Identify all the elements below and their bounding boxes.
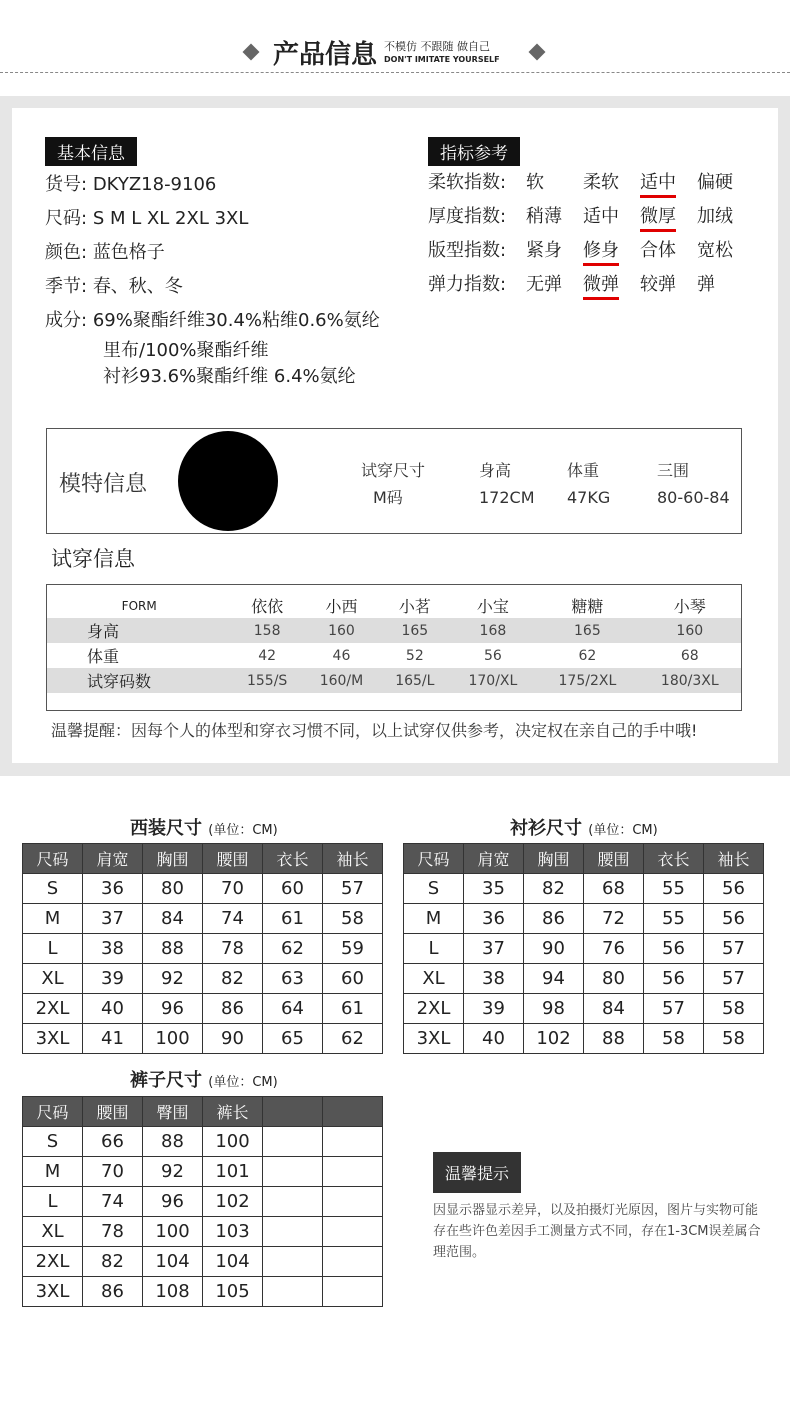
fit-table-box — [46, 584, 742, 711]
text — [640, 268, 697, 302]
suit-size-title: 西装尺寸 (单位：CM) — [130, 818, 278, 839]
slogan-en: DON'T IMITATE YOURSELF — [384, 55, 500, 64]
table-cell: 52 — [405, 647, 424, 664]
table-cell: S — [23, 874, 83, 904]
text — [583, 234, 640, 268]
fit-row — [47, 643, 741, 668]
table-cell: 尺码 — [404, 844, 464, 874]
table-cell: 102 — [203, 1187, 263, 1217]
text: 柔软指数: — [428, 172, 507, 193]
table-cell — [263, 1187, 323, 1217]
index-option: 柔软 — [583, 172, 619, 193]
table-cell: 165 — [536, 618, 638, 643]
table-cell: 68 — [584, 874, 644, 904]
index-row — [428, 200, 754, 234]
text — [583, 200, 640, 234]
composition-line: 里布/100%聚酯纤维 — [103, 340, 269, 361]
table-cell: 160/M — [303, 668, 380, 693]
table-cell — [323, 1217, 383, 1247]
text — [697, 200, 754, 234]
table-cell — [263, 1217, 323, 1247]
table-cell: 肩宽 — [464, 844, 524, 874]
table-cell: 108 — [143, 1277, 203, 1307]
table-cell: 82 — [83, 1247, 143, 1277]
text — [23, 844, 383, 1054]
table-cell: 35 — [464, 874, 524, 904]
table-cell: 腰围 — [83, 1097, 143, 1127]
table-cell: 165/L — [380, 668, 450, 693]
text: 蓝色格子 — [92, 242, 165, 263]
table-cell: 尺码 — [23, 1097, 83, 1127]
table-cell: 56 — [644, 964, 704, 994]
index-option: 偏硬 — [697, 172, 733, 193]
table-cell: 胸围 — [524, 844, 584, 874]
table-cell: 61 — [263, 904, 323, 934]
table-cell: 57 — [704, 934, 764, 964]
section-header — [0, 30, 790, 75]
fit-note: 温馨提醒：因每个人的体型和穿衣习惯不同，以上试穿仅供参考，决定权在亲自己的手中哦! — [51, 721, 698, 740]
table-cell: M — [23, 904, 83, 934]
composition-line: 衬衫93.6%聚酯纤维 6.4%氨纶 — [103, 366, 356, 387]
table-cell: 57 — [644, 994, 704, 1024]
table-cell — [323, 1187, 383, 1217]
index-option: 适中 — [640, 171, 676, 198]
table-cell — [323, 1097, 383, 1127]
table-cell: 72 — [584, 904, 644, 934]
text — [640, 166, 697, 200]
model-stat — [479, 457, 535, 511]
table-cell: 58 — [704, 1024, 764, 1054]
table-cell: FORM — [121, 598, 157, 613]
table-cell: 36 — [464, 904, 524, 934]
diamond-icon — [529, 44, 546, 61]
model-avatar — [178, 431, 278, 531]
size-row — [23, 874, 383, 904]
table-cell: 160 — [639, 618, 741, 643]
table-cell: 42 — [258, 647, 277, 664]
table-cell: 小西 — [325, 597, 358, 616]
text: 尺码: — [45, 208, 88, 229]
size-row — [23, 1217, 383, 1247]
tip-tag: 温馨提示 — [433, 1152, 521, 1193]
table-cell: 92 — [143, 1157, 203, 1187]
index-row — [428, 166, 754, 200]
text: 季节: — [45, 276, 88, 297]
table-cell: 155/S — [231, 668, 302, 693]
size-header-row — [23, 1097, 383, 1127]
table-cell: 臀围 — [143, 1097, 203, 1127]
table-cell: 94 — [524, 964, 584, 994]
table-cell: 衣长 — [263, 844, 323, 874]
index-option: 修身 — [583, 239, 619, 266]
table-cell: 68 — [680, 647, 699, 664]
model-info-title: 模特信息 — [59, 472, 148, 497]
diamond-icon — [243, 44, 260, 61]
table-cell: 62 — [578, 647, 597, 664]
table-cell: M — [404, 904, 464, 934]
fit-table — [47, 593, 741, 693]
table-cell: 100 — [203, 1127, 263, 1157]
size-row — [23, 934, 383, 964]
model-info-box — [46, 428, 742, 534]
table-cell: 38 — [83, 934, 143, 964]
size-row — [23, 1247, 383, 1277]
size-row — [23, 964, 383, 994]
table-cell: 56 — [704, 904, 764, 934]
text: 172CM — [479, 488, 535, 507]
table-cell: 60 — [323, 964, 383, 994]
table-cell: 84 — [143, 904, 203, 934]
table-cell: 37 — [83, 904, 143, 934]
table-cell: 82 — [203, 964, 263, 994]
table-cell: 100 — [143, 1024, 203, 1054]
text — [404, 844, 764, 1054]
table-cell: 40 — [83, 994, 143, 1024]
table-cell: 175/2XL — [536, 668, 638, 693]
text — [640, 234, 697, 268]
table-cell: 小茗 — [398, 597, 431, 616]
table-cell: 39 — [83, 964, 143, 994]
table-cell: 61 — [323, 994, 383, 1024]
size-row — [23, 904, 383, 934]
table-cell: 袖长 — [704, 844, 764, 874]
table-cell: 55 — [644, 904, 704, 934]
table-cell: 试穿码数 — [47, 668, 231, 693]
table-cell — [323, 1157, 383, 1187]
table-cell: 63 — [263, 964, 323, 994]
text — [23, 1097, 383, 1307]
table-cell: 2XL — [23, 1247, 83, 1277]
table-cell: 裤长 — [203, 1097, 263, 1127]
table-cell: L — [23, 1187, 83, 1217]
size-row — [404, 904, 764, 934]
text — [697, 268, 754, 302]
index-reference — [428, 166, 754, 302]
index-option: 微厚 — [640, 205, 676, 232]
size-header-row — [404, 844, 764, 874]
basic-row — [45, 304, 380, 338]
table-cell: 身高 — [47, 618, 231, 643]
table-cell: 102 — [524, 1024, 584, 1054]
size-row — [404, 1024, 764, 1054]
text: 弹力指数: — [428, 274, 507, 295]
table-cell: 160 — [303, 618, 380, 643]
index-option: 无弹 — [526, 274, 562, 295]
text: S M L XL 2XL 3XL — [92, 208, 249, 229]
size-row — [23, 1127, 383, 1157]
index-option: 加绒 — [697, 206, 733, 227]
fit-header-row — [47, 593, 741, 618]
text: 春、秋、冬 — [92, 276, 183, 297]
basic-info-tag: 基本信息 — [45, 137, 137, 166]
table-cell: 57 — [323, 874, 383, 904]
text — [526, 234, 583, 268]
table-cell: S — [23, 1127, 83, 1157]
index-option: 紧身 — [526, 240, 562, 261]
table-cell: 80 — [584, 964, 644, 994]
table-cell: 103 — [203, 1217, 263, 1247]
text — [697, 166, 754, 200]
table-cell: 96 — [143, 994, 203, 1024]
table-cell: 58 — [644, 1024, 704, 1054]
table-cell — [323, 1247, 383, 1277]
table-cell: 86 — [83, 1277, 143, 1307]
fit-row — [47, 618, 741, 643]
index-option: 适中 — [583, 206, 619, 227]
text: 试穿尺寸 — [361, 461, 426, 480]
table-cell: 糖糖 — [571, 597, 604, 616]
shirt-size-table — [403, 843, 764, 1054]
text: 三围 — [657, 461, 690, 480]
table-cell: L — [404, 934, 464, 964]
pants-size-title: 裤子尺寸 (单位：CM) — [130, 1070, 278, 1091]
size-header-row — [23, 844, 383, 874]
table-cell: 腰围 — [584, 844, 644, 874]
text: 颜色: — [45, 242, 88, 263]
table-cell — [263, 1127, 323, 1157]
table-cell: 38 — [464, 964, 524, 994]
table-cell: 62 — [263, 934, 323, 964]
table-cell: 78 — [83, 1217, 143, 1247]
index-option: 稍薄 — [526, 206, 562, 227]
index-option: 软 — [526, 172, 544, 193]
table-cell: 3XL — [23, 1024, 83, 1054]
fit-info-title: 试穿信息 — [51, 547, 135, 571]
size-row — [23, 1187, 383, 1217]
text: 80-60-84 — [657, 488, 730, 507]
table-cell: 74 — [203, 904, 263, 934]
table-cell: 56 — [484, 647, 502, 664]
table-cell — [263, 1247, 323, 1277]
table-cell: 92 — [143, 964, 203, 994]
table-cell: 90 — [203, 1024, 263, 1054]
size-row — [23, 1277, 383, 1307]
table-cell: 46 — [332, 647, 351, 664]
table-cell: 小宝 — [476, 597, 509, 616]
table-cell: 袖长 — [323, 844, 383, 874]
table-cell: 2XL — [23, 994, 83, 1024]
size-row — [23, 1024, 383, 1054]
table-cell: 180/3XL — [639, 668, 741, 693]
table-cell: 37 — [464, 934, 524, 964]
table-cell: 55 — [644, 874, 704, 904]
table-cell: 64 — [263, 994, 323, 1024]
suit-size-table — [22, 843, 383, 1054]
table-cell: 84 — [584, 994, 644, 1024]
table-cell: 36 — [83, 874, 143, 904]
tip-text: 因显示器显示差异，以及拍摄灯光原因，图片与实物可能存在些许色差因手工测量方式不同，存在1-3CM误差属合理范围。 — [433, 1203, 761, 1260]
table-cell: 腰围 — [203, 844, 263, 874]
table-cell: 小琴 — [673, 597, 706, 616]
basic-row — [45, 202, 380, 236]
table-cell: 39 — [464, 994, 524, 1024]
text: DKYZ18-9106 — [92, 174, 217, 195]
table-cell: 104 — [143, 1247, 203, 1277]
table-cell: 肩宽 — [83, 844, 143, 874]
text — [583, 166, 640, 200]
text — [47, 593, 741, 693]
table-cell — [323, 1127, 383, 1157]
table-cell: 56 — [704, 874, 764, 904]
text: 货号: — [45, 174, 88, 195]
table-cell: 90 — [524, 934, 584, 964]
table-cell: XL — [23, 1217, 83, 1247]
table-cell: 3XL — [23, 1277, 83, 1307]
table-cell: 58 — [323, 904, 383, 934]
index-row — [428, 268, 754, 302]
table-cell: 78 — [203, 934, 263, 964]
table-cell: 62 — [323, 1024, 383, 1054]
index-option: 微弹 — [583, 273, 619, 300]
text — [526, 268, 583, 302]
basic-row — [45, 270, 380, 304]
table-cell — [263, 1157, 323, 1187]
info-card — [12, 108, 778, 763]
table-cell: 76 — [584, 934, 644, 964]
text — [583, 268, 640, 302]
table-cell: 74 — [83, 1187, 143, 1217]
model-stat — [567, 457, 610, 511]
index-option: 较弹 — [640, 274, 676, 295]
index-option: 合体 — [640, 240, 676, 261]
table-cell: S — [404, 874, 464, 904]
table-cell: 56 — [644, 934, 704, 964]
table-cell: 88 — [584, 1024, 644, 1054]
text — [640, 200, 697, 234]
table-cell: 88 — [143, 934, 203, 964]
pants-size-table — [22, 1096, 383, 1307]
table-cell: 88 — [143, 1127, 203, 1157]
table-cell: 165 — [380, 618, 450, 643]
table-cell — [263, 1097, 323, 1127]
table-cell: 66 — [83, 1127, 143, 1157]
table-cell: 58 — [704, 994, 764, 1024]
table-cell: 57 — [704, 964, 764, 994]
table-cell: 101 — [203, 1157, 263, 1187]
basic-info — [45, 168, 380, 390]
table-cell: 158 — [231, 618, 302, 643]
divider — [0, 72, 790, 73]
table-cell: XL — [23, 964, 83, 994]
shirt-size-title: 衬衫尺寸 (单位：CM) — [510, 818, 658, 839]
table-cell: 尺码 — [23, 844, 83, 874]
size-row — [404, 874, 764, 904]
size-row — [404, 934, 764, 964]
model-stat — [657, 457, 730, 511]
table-cell: 80 — [143, 874, 203, 904]
table-cell: 70 — [203, 874, 263, 904]
index-option: 宽松 — [697, 240, 733, 261]
table-cell: 41 — [83, 1024, 143, 1054]
table-cell: 衣长 — [644, 844, 704, 874]
table-cell: 168 — [450, 618, 537, 643]
table-cell: 86 — [203, 994, 263, 1024]
text: 体重 — [567, 461, 600, 480]
table-cell: 170/XL — [450, 668, 537, 693]
table-cell: M — [23, 1157, 83, 1187]
table-cell — [323, 1277, 383, 1307]
index-tag: 指标参考 — [428, 137, 520, 166]
section-title: 产品信息 — [273, 40, 378, 70]
table-cell: 70 — [83, 1157, 143, 1187]
table-cell: 105 — [203, 1277, 263, 1307]
text: 厚度指数: — [428, 206, 507, 227]
model-stat — [361, 457, 425, 511]
text — [526, 200, 583, 234]
basic-row — [45, 236, 380, 270]
table-cell: 60 — [263, 874, 323, 904]
size-row — [23, 994, 383, 1024]
size-row — [404, 994, 764, 1024]
text: 成分: — [45, 310, 88, 331]
index-option: 弹 — [697, 274, 715, 295]
table-cell: 3XL — [404, 1024, 464, 1054]
size-row — [23, 1157, 383, 1187]
text: 版型指数: — [428, 240, 507, 261]
table-cell: 40 — [464, 1024, 524, 1054]
text: M码 — [373, 488, 403, 507]
table-cell: 96 — [143, 1187, 203, 1217]
table-cell: 98 — [524, 994, 584, 1024]
table-cell: 82 — [524, 874, 584, 904]
table-cell: 胸围 — [143, 844, 203, 874]
index-row — [428, 234, 754, 268]
table-cell: 体重 — [87, 647, 120, 666]
table-cell: 86 — [524, 904, 584, 934]
table-cell: L — [23, 934, 83, 964]
table-cell — [263, 1277, 323, 1307]
table-cell: XL — [404, 964, 464, 994]
table-cell: 100 — [143, 1217, 203, 1247]
text — [697, 234, 754, 268]
text — [526, 166, 583, 200]
basic-row — [45, 168, 380, 202]
table-cell: 2XL — [404, 994, 464, 1024]
table-cell: 65 — [263, 1024, 323, 1054]
text: 47KG — [567, 488, 611, 507]
fit-row — [47, 668, 741, 693]
size-row — [404, 964, 764, 994]
table-cell: 59 — [323, 934, 383, 964]
table-cell: 104 — [203, 1247, 263, 1277]
table-cell: 依依 — [251, 597, 284, 616]
text: 身高 — [479, 461, 512, 480]
slogan-cn: 不模仿 不跟随 做自己 — [384, 40, 490, 53]
text: 69%聚酯纤维30.4%粘维0.6%氨纶 — [92, 310, 380, 331]
